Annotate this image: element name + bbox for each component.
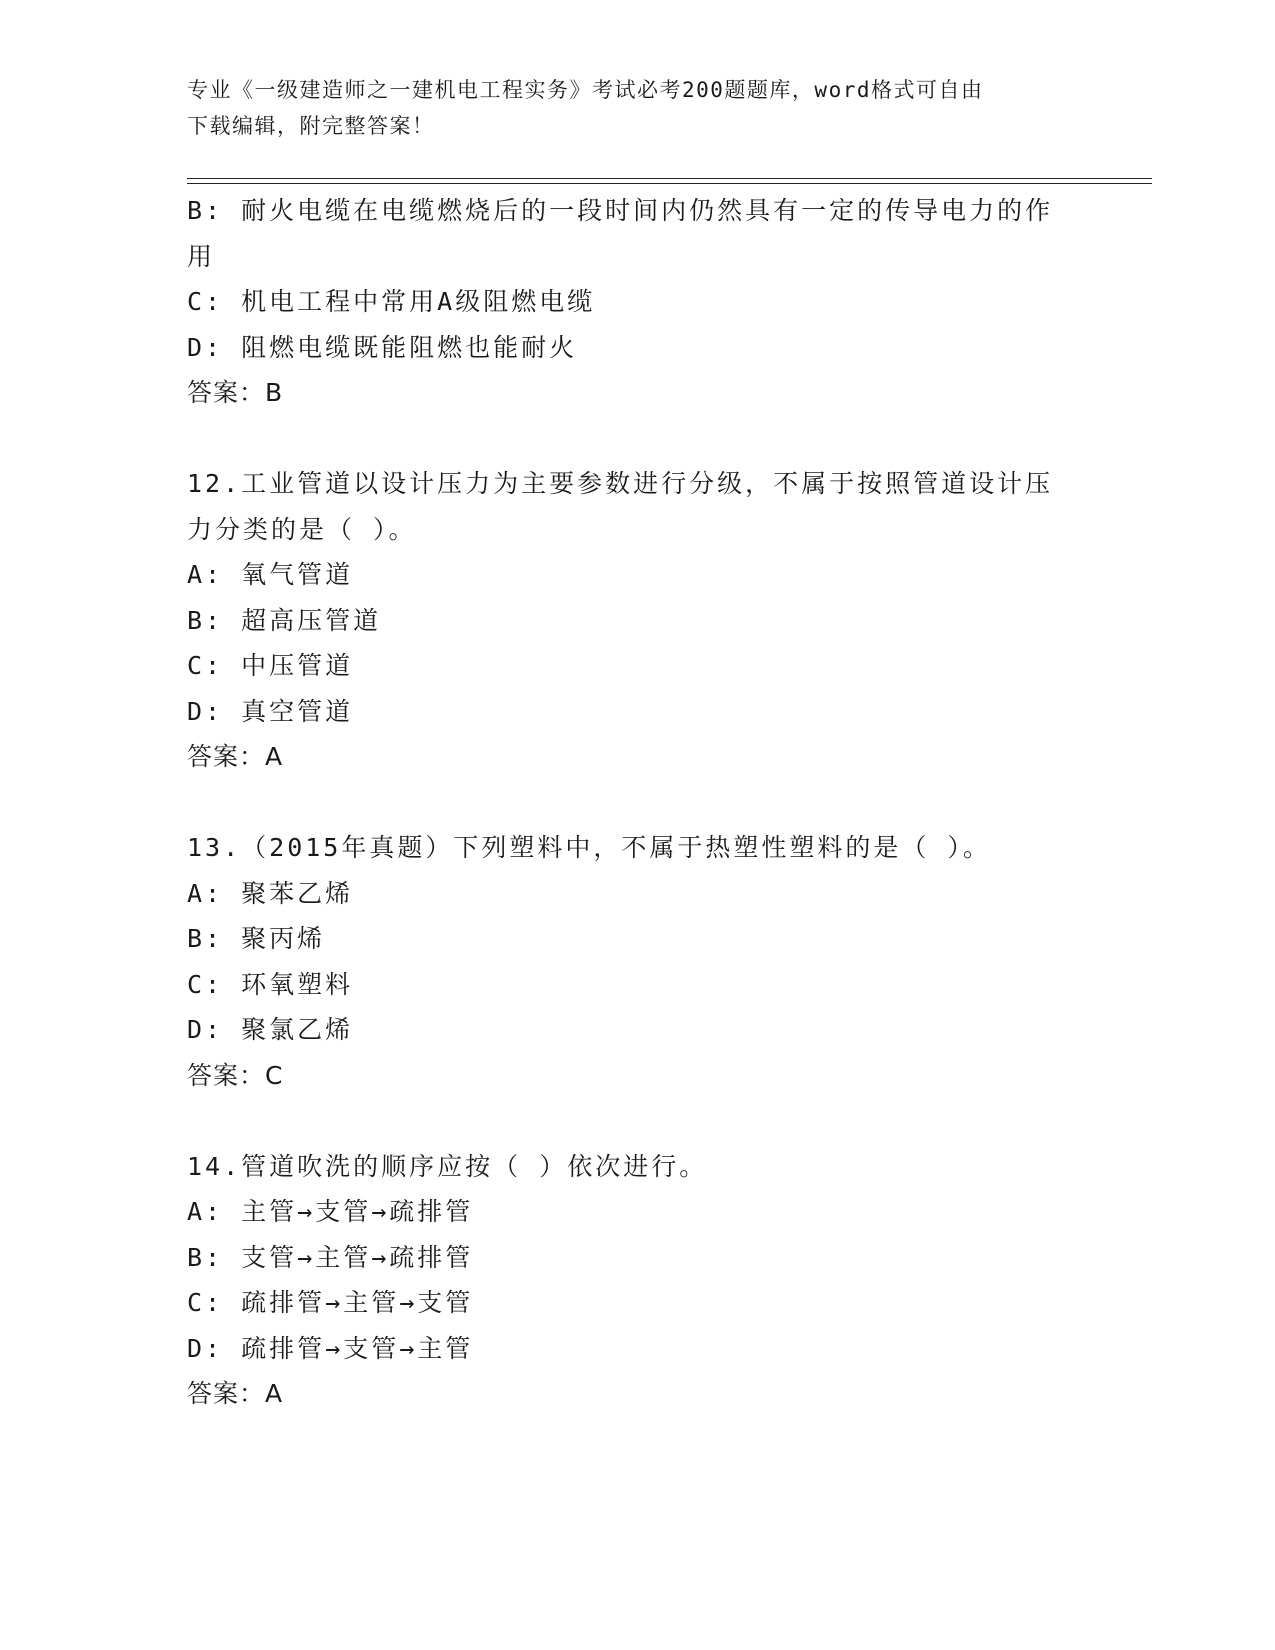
- spacer: [187, 780, 1087, 826]
- option-line: B: 超高压管道: [187, 605, 382, 635]
- header-divider-top: [187, 178, 1152, 179]
- option-line: A: 聚苯乙烯: [187, 878, 354, 908]
- header-divider-bottom: [187, 183, 1152, 184]
- option-line: 用: [187, 241, 216, 271]
- option-line: A: 氧气管道: [187, 560, 354, 589]
- spacer: [187, 1098, 1087, 1144]
- header-line-1: 专业《一级建造师之一建机电工程实务》考试必考200题题库，word格式可自由: [187, 78, 984, 102]
- option-line: B: 耐火电缆在电缆燃烧后的一段时间内仍然具有一定的传导电力的作: [187, 196, 1054, 225]
- answer-line: 答案：C: [187, 1060, 284, 1090]
- answer-line: 答案：A: [187, 742, 284, 771]
- spacer: [187, 416, 1087, 462]
- header-line-2: 下载编辑，附完整答案！: [187, 114, 435, 138]
- partial-question: [187, 188, 1087, 416]
- question-stem: 12.工业管道以设计压力为主要参数进行分级，不属于按照管道设计压: [187, 469, 1054, 498]
- question-13: [187, 825, 1087, 1098]
- document-header: [187, 72, 1087, 144]
- option-line: A: 主管→支管→疏排管: [187, 1197, 474, 1226]
- option-line: B: 支管→主管→疏排管: [187, 1242, 474, 1272]
- option-line: D: 疏排管→支管→主管: [187, 1333, 474, 1363]
- option-line: C: 机电工程中常用A级阻燃电缆: [187, 287, 596, 316]
- document-body: [187, 188, 1087, 1417]
- option-line: C: 环氧塑料: [187, 969, 354, 999]
- option-line: D: 真空管道: [187, 696, 354, 726]
- question-stem: 13.（2015年真题）下列塑料中，不属于热塑性塑料的是（ ）。: [187, 833, 991, 862]
- answer-line: 答案：A: [187, 1379, 284, 1408]
- option-line: C: 疏排管→主管→支管: [187, 1288, 474, 1317]
- answer-line: 答案：B: [187, 378, 284, 407]
- option-line: B: 聚丙烯: [187, 924, 326, 953]
- question-stem: 力分类的是（ ）。: [187, 514, 417, 544]
- question-12: [187, 461, 1087, 780]
- option-line: D: 阻燃电缆既能阻燃也能耐火: [187, 332, 578, 362]
- option-line: C: 中压管道: [187, 651, 354, 680]
- question-stem: 14.管道吹洗的顺序应按（ ）依次进行。: [187, 1151, 708, 1181]
- option-line: D: 聚氯乙烯: [187, 1015, 354, 1044]
- question-14: [187, 1144, 1087, 1417]
